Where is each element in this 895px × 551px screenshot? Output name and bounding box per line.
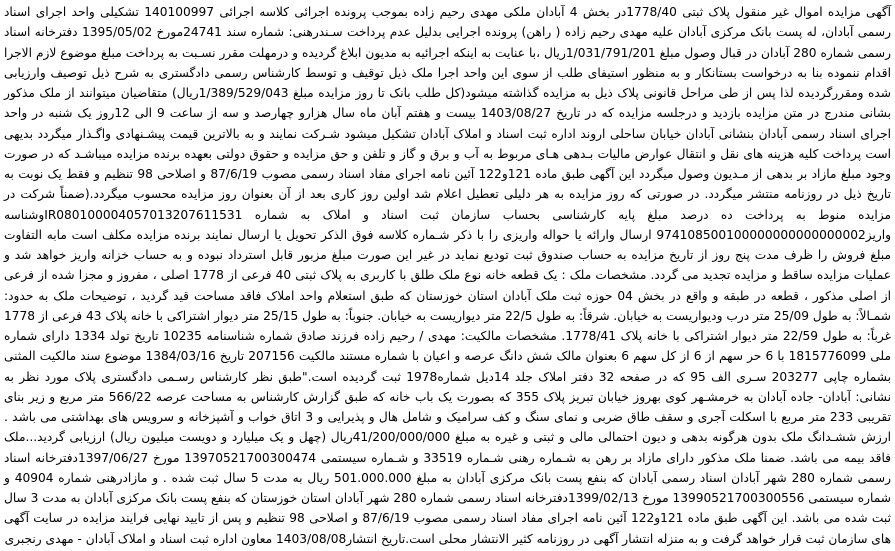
notice-body: آگهی مزایده اموال غیر منقول پلاک ثبتی 1778/40در بخش 4 آبادان ملکی مهدی رحیم زاده بموجب پرونده اجرائی کلاسه اجرائی 140100997 تشکیلی واحد اجرای اسناد رسمی آبادان، له پست بانک مرکزی آبادان علیه مهدی رحیم زاده ( راهن) پرونده اجرایی بدلیل عدم پرداخت سـندرهنی: شماره سند 24741مورخ 1395/05/02 دفترخانه اسناد رسمی شماره 280 آبادان در قبال وصول مبلغ 1/031/791/201ریال ،با عنایت به اینکه اجرائیه به مدیون ابلاغ گردیده و درمهلت مقرر نسـبت به پرداخت مبلغ موضوع لازم الاجرا اقدام ننموده بنا به درخواست بستانکار و به منظور استیفای طلب از سوی این واحد اجرا ملک ذیل توقیف و توسط کارشناس رسمی دادگستری به شرح ذیل توصیف وارزیابی شده ومقررگردیده لذا پس از طی مراحل قانونی پلاک ذیل به مزایده گذاشته میشود(کل طلب بانک تا روز مزایده مبلغ 1/389/529/043ریال) متقاضیان میتوانند از ملک مذکور بشانی مندرج در متن مزایده بازدید و درجلسه مزایده که در تاریخ 1403/08/27 بیست و هفتم آبان ماه سال هزارو چهارصد و سه از ساعت 9 الی 12روز یک شنبه در واحد اجرای اسناد رسمی آبادان بنشانی آبادان خیابان ساحلی اروند اداره ثبت اسناد و املاک آبادان تشکیل میشود شـرکت نمایند و به بالاترین قیمت پیشـنهادی واگـذار میگردد بدیهی است پرداخت کلیه هزینه های نقل و انتقال عوارض مالیات بـدهی هـای مربوط به آب و برق و گاز و تلفن و حق مزایده و حقوق دولتی بعهده برنده مزایده میباشـد که در صورت وجود مبلغ مازاد بر بدهی از مـدیون وصول میگردد این آگهی طبق ماده 121و122 آئین نامه اجرای مفاد اسناد رسمی مصوب 87/6/19 و اصلاحی 98 تنظیم و فقط یک نوبت به تاریخ ذیل در روزنامه منتشر میگردد. در صورتی که روز مزایده به هر دلیلی تعطیل اعلام شد اولین روز کاری بعد از آن بعنوان روز مزایده محسوب میگردد.(ضمناً شرکت در مزایده منوط به پرداخت ده درصد مبلغ پایه کارشناسی بحساب سازمان ثبت اسناد و املاک به شماره IR080100004057013207611531وشناسه واریز974108500100000000000000002 ارسال وارائه یا حواله واریزی را با ذکر شـماره کلاسه فوق الذکر تحویل یا ارسال نمایند برنده مزایده مکلف است مابه التفاوت مبلغ فروش را ظرف مدت پنج روز از تاریخ مزایده به حساب صندوق ثبت تودیع نماید در غیر این صورت مبلغ مزبور قابل استرداد نبوده و به حساب خزانه واریز خواهد شد و عملیات مزایده ساقط و مزایده تجدید می گردد. مشخصات ملک : یک قطعه خانه نوع ملک طلق با کاربری به پلاک ثبتی 40 فرعی از 1778 اصلی ، مفروز و مجزا شده از فرعی از اصلی مذکور ، قطعه در طبقه و واقع در بخش 04 حوزه ثبت ملک آبادان استان خوزستان که طبق استعلام واحد املاک فاقد مساحت قید گردید ، توضیحات ملک به حدود: شمـالاً: به طول 25/09 متر درب ودیواریست به خیابان. شرقاً: به طول 22/5 متر دیواریست به خیابان. جنوباً: به طول 25/15 متر دیوار اشتراکی با خانه پلاک 43 فرعی از 1778 غرباً: به طول 22/59 متر دیوار اشتراکی با خانه پلاک 1778/41. مشخصات مالکیت: مهدی / رحیم زاده فرزند صادق شماره شناسنامه 10235 تاریخ تولد 1334 دارای شماره ملی 1815776099 با 6 حر سهم از 6 از کل سهم 6 بعنوان مالک شش دانگ عرصه و اعیان با شماره مستند مالکیت 207156 تاریخ 1384/03/16 موضوع سند مالکیت المثنی بشماره چاپی 203277 سـری الف 95 که در صفحه 32 دفتر املاک جلد 14دیل شماره1978 ثبت گردیده است."طبق نظر کارشناس رسـمی دادگستری پلاک مورد نظر به نشانی: آبادان- جاده آبادان به خرمشـهر کوی بهروز خیابان تبریز پلاک 355 که بصورت یک باب خانه که طبق گزارش کارشناس به مساحت عرصه 566/22 متر مربع و زیر بنای تقریبی 233 متر مربع با اسکلت آجری و سقف طاق ضربی و نمای سنگ و کف سرامیک و شامل هال و پذیرایی و 3 اتاق خواب و آشپزخانه و سرویس های بهداشتی می باشد . ارزش ششـدانگ ملک بدون هرگونه بدهی و دیون احتمالی مالی و ثبتی و غیره به مبلغ 41/200/000/000ریال (چهل و یک میلیارد و دویست میلیون ریال) ارزیابی گردید...ملک فاقد بیمه می باشد. ضمنا ملک مذکور دارای مازاد بر رهن به شـماره رهنی شـماره 33519 و شـماره سیستمی 13970521700300474 مورخ 1397/06/27دفترخانه اسناد رسمی شماره 280 شهر آبادان اسناد رسمی آبادان که بنفع پست بانک مرکزی آبادان به مبلغ 501.000.000 ریال به مدت 5 سال ثبت شده . و مازادرهنی شماره 40904 و شماره سیستمی 13990521700300556 مورخ 1399/02/13دفترخانه اسناد رسمی شماره 280 شهر آبادان استان خوزستان که بنفع پست بانک مرکزی آبادان به مدت 3 سال ثبت شده می باشد. این آگهی طبق ماده 121و122 آئین نامه اجرای مفاد اسناد رسمی مصوب 87/6/19 و اصلاحی 98 تنظیم و پس از تایید نهایی فرایند مزایده در سایت آگهی های سازمان ثبت قرار خواهد گرفت و به منزله انتشار آگهی در روزنامه کثیر الانتشار محلی است.تاریخ انتشار1403/08/08 معاون اداره ثبت اسناد و املاک آبادان - مهدی رنجبری <box>3 5 892 546</box>
auction-notice <box>4 2 891 549</box>
